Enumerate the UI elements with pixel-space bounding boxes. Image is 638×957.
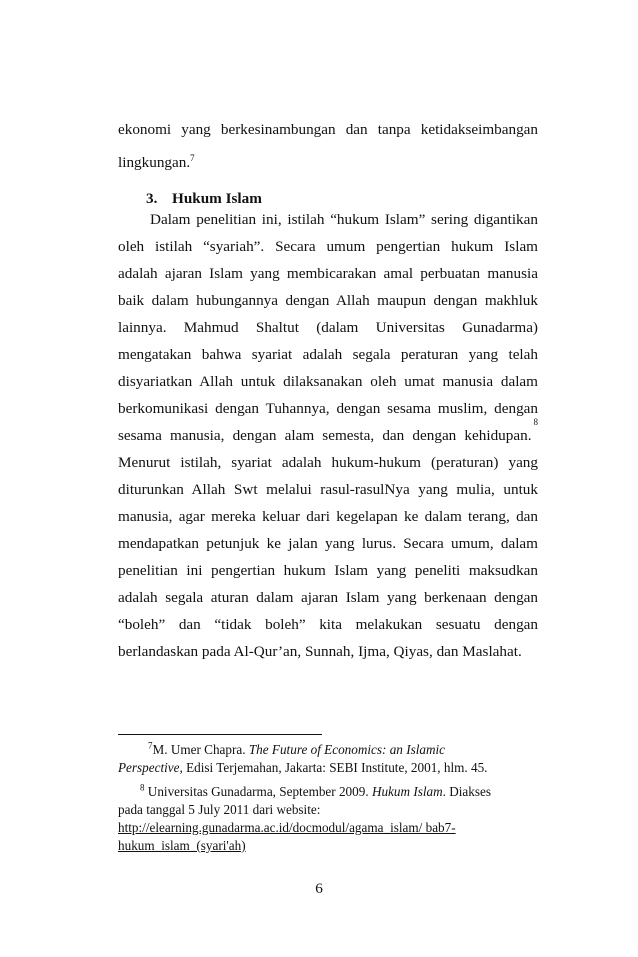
body-line: berkomunikasi dengan Tuhannya, dengan sesama muslim, dengan (118, 400, 538, 417)
footnote-8-line-1 (118, 783, 538, 801)
footnote-8-title: Hukum Islam (371, 784, 443, 799)
body-line: Dalam penelitian ini, istilah “hukum Islam” sering digantikan (150, 211, 538, 228)
body-line: mendapatkan petunjuk ke jalan yang lurus. Secara umum, dalam (118, 535, 538, 552)
body-line: adalah ajaran Islam yang membicarakan amal perbuatan manusia (118, 265, 538, 282)
body-line: oleh istilah “syariah”. Secara umum pengertian hukum Islam (118, 238, 538, 255)
body-line: Menurut istilah, syariat adalah hukum-hukum (peraturan) yang (118, 454, 538, 471)
page-number: 6 (315, 880, 323, 897)
intro-line-1: ekonomi yang berkesinambungan dan tanpa ketidakseimbangan (118, 121, 538, 138)
footnote-8-url-line-1 (118, 819, 538, 837)
body-line-with-note (118, 417, 538, 449)
section-title: Hukum Islam (172, 190, 262, 207)
footnote-7-line-1 (118, 741, 538, 759)
footnote-7-publisher: Edisi Terjemahan, Jakarta: SEBI Institute, 2001, hlm. 45. (182, 760, 488, 775)
footnote-8-number: 8 (140, 782, 145, 793)
footnote-8-url-line-2 (118, 837, 538, 855)
body-line: adalah segala aturan dalam ajaran Islam yang berkenaan dengan (118, 589, 538, 606)
body-line: sesama manusia, dengan alam semesta, dan dengan kehidupan. (118, 427, 532, 444)
body-line: lainnya. Mahmud Shaltut (dalam Universitas Gunadarma) (118, 319, 538, 336)
body-line: berlandaskan pada Al-Qur’an, Sunnah, Ijma, Qiyas, dan Maslahat. (118, 643, 522, 660)
body-line: diturunkan Allah Swt melalui rasul-rasulNya yang mulia, untuk (118, 481, 538, 498)
footnote-separator (118, 734, 322, 735)
footnote-7-line-2 (118, 759, 538, 777)
body-line: baik dalam hubungannya dengan Allah maupun dengan makhluk (118, 292, 538, 309)
body-line: “boleh” dan “tidak boleh” kita melakukan sesuatu dengan (118, 616, 538, 633)
intro-line-2-text: lingkungan. (118, 154, 191, 171)
footnote-8-url-link-cont[interactable]: hukum_islam_(syari'ah) (118, 838, 246, 853)
footnote-7-title: The Future of Economics: an Islamic (248, 742, 446, 757)
body-paragraph (118, 206, 538, 665)
body-line: disyariatkan Allah untuk dilaksanakan oleh umat manusia dalam (118, 373, 538, 390)
intro-paragraph (118, 116, 538, 176)
body-line: mengatakan bahwa syariat adalah segala peraturan yang telah (118, 346, 538, 363)
footnote-7 (118, 741, 538, 777)
section-number: 3. (146, 190, 158, 207)
footnote-8-line-2: pada tanggal 5 July 2011 dari website: (118, 802, 321, 817)
footnote-8-accessed: . Diakses (442, 784, 491, 799)
footnote-7-author: M. Umer Chapra. (152, 742, 249, 757)
footnote-7-number: 7 (148, 740, 153, 751)
footnote-7-title-cont: Perspective, (118, 760, 183, 775)
footnote-ref-8: 8 (533, 417, 538, 427)
intro-line-2 (118, 149, 538, 176)
footnote-8-source: Universitas Gunadarma, September 2009. (144, 784, 372, 799)
body-line: manusia, agar mereka keluar dari kegelapan ke dalam terang, dan (118, 508, 538, 525)
body-line: penelitian ini pengertian hukum Islam yang peneliti maksudkan (118, 562, 538, 579)
footnote-8 (118, 783, 538, 855)
footnote-ref-7: 7 (190, 152, 195, 163)
footnote-8-url-link[interactable]: http://elearning.gunadarma.ac.id/docmodul/agama_islam/ bab7- (118, 820, 456, 835)
